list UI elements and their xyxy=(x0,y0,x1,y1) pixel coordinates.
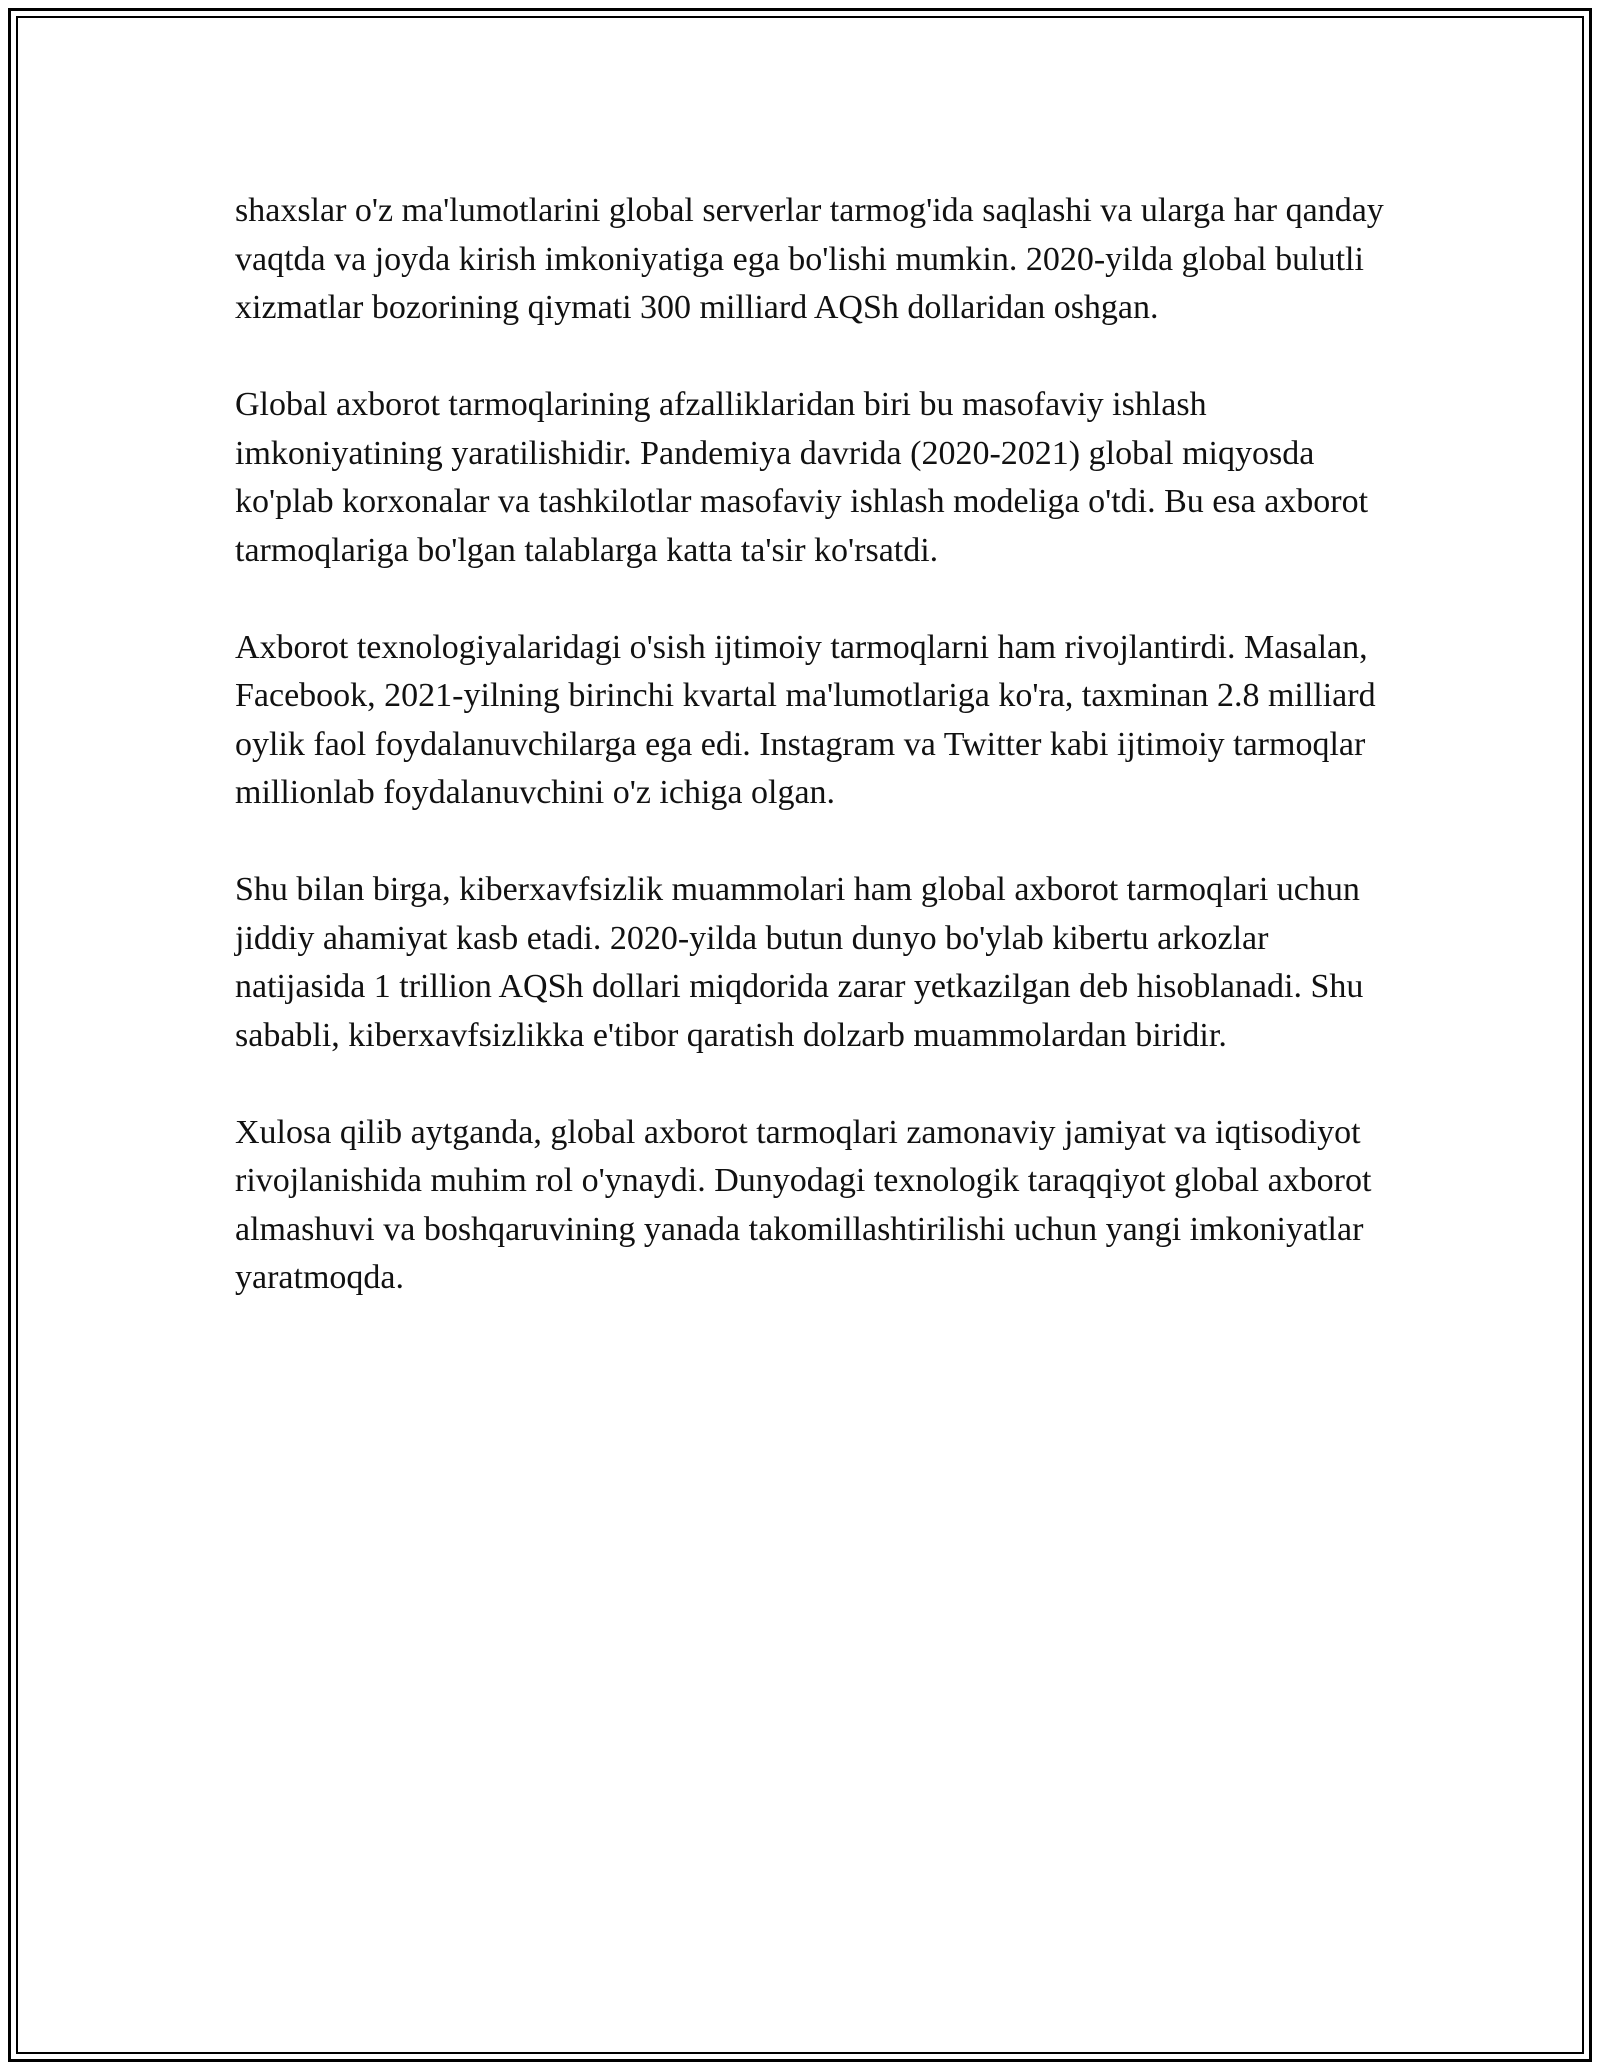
document-body xyxy=(235,187,1385,1351)
paragraph-cloud-services: shaxslar o'z ma'lumotlarini global serverlar tarmog'ida saqlashi va ularga har qanday vaqtda va joyda kirish imkoniyatiga ega bo'lishi mumkin. 2020-yilda global bulutli xizmatlar bozorining qiymati 300 milliard AQSh dollaridan oshgan. xyxy=(235,192,1384,326)
paragraph-conclusion: Xulosa qilib aytganda, global axborot tarmoqlari zamonaviy jamiyat va iqtisodiyot rivojlanishida muhim rol o'ynaydi. Dunyodagi texnologik taraqqiyot global axborot almashuvi va boshqaruvining yanada takomillashtirilishi uchun yangi imkoniyatlar yaratmoqda. xyxy=(235,1113,1372,1296)
paragraph-remote-work: Global axborot tarmoqlarining afzalliklaridan biri bu masofaviy ishlash imkoniyatining yaratilishidir. Pandemiya davrida (2020-2021) global miqyosda ko'plab korxonalar va tashkilotlar masofaviy ishlash modeliga o'tdi. Bu esa axborot tarmoqlariga bo'lgan talablarga katta ta'sir ko'rsatdi. xyxy=(235,386,1369,569)
paragraph-cybersecurity: Shu bilan birga, kiberxavfsizlik muammolari ham global axborot tarmoqlari uchun jiddiy ahamiyat kasb etadi. 2020-yilda butun dunyo bo'ylab kibertu arkozlar natijasida 1 trillion AQSh dollari miqdorida zarar yetkazilgan deb hisoblanadi. Shu sababli, kiberxavfsizlikka e'tibor qaratish dolzarb muammolardan biridir. xyxy=(235,871,1364,1054)
paragraph-social-networks: Axborot texnologiyalaridagi o'sish ijtimoiy tarmoqlarni ham rivojlantirdi. Masalan, Facebook, 2021-yilning birinchi kvartal ma'lumotlariga ko'ra, taxminan 2.8 milliard oylik faol foydalanuvchilarga ega edi. Instagram va Twitter kabi ijtimoiy tarmoqlar millionlab foydalanuvchini o'z ichiga olgan. xyxy=(235,628,1376,811)
